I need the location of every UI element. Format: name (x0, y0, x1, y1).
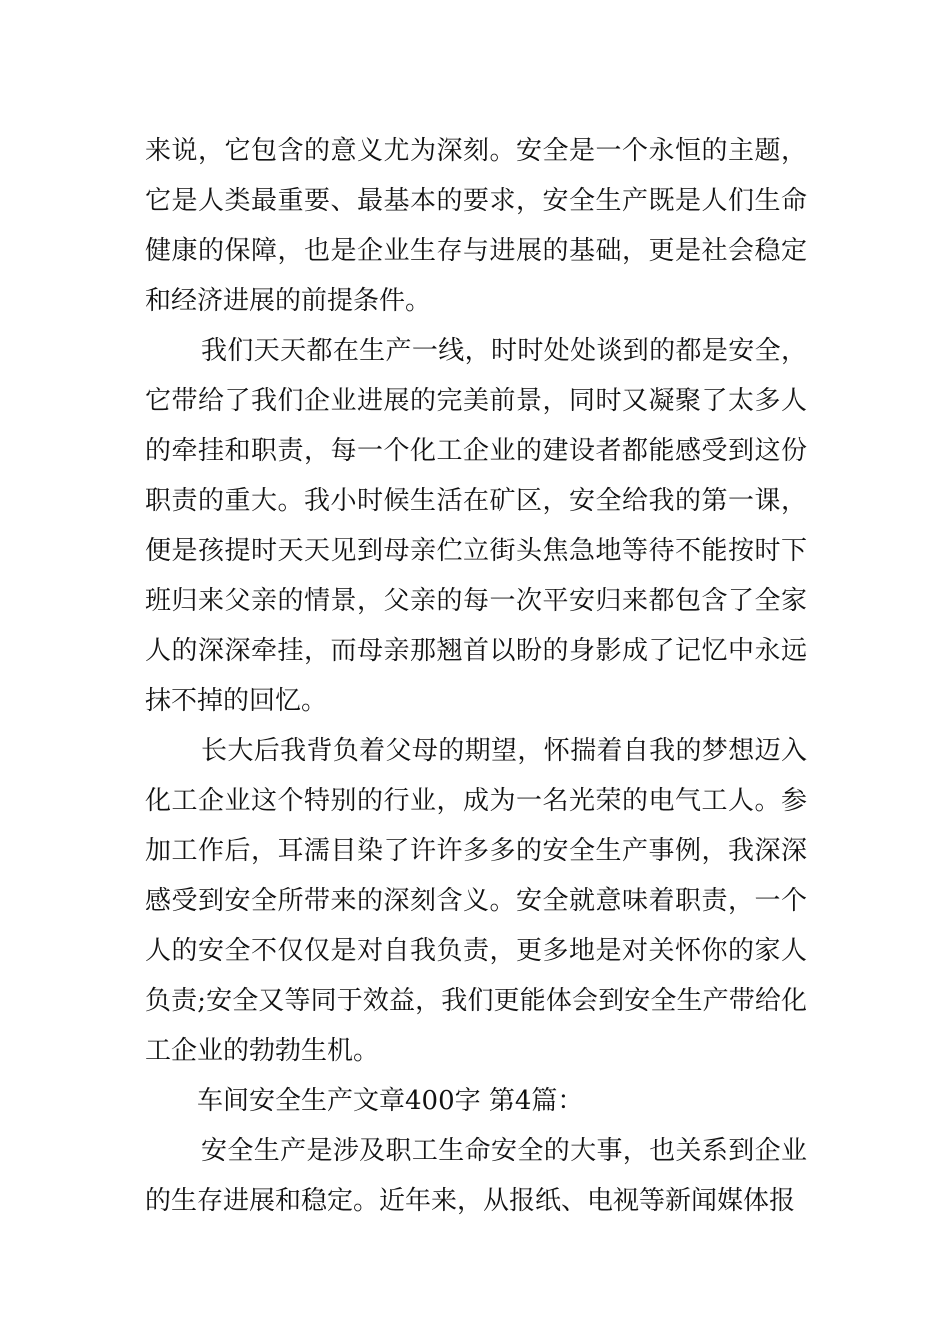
paragraph-continuation: 来说，它包含的意义尤为深刻。安全是一个永恒的主题，它是人类最重要、最基本的要求，安全生产既是人们生命健康的保障，也是企业生存与进展的基础，更是社会稳定和经济进展的前提条件。 (145, 136, 807, 316)
article-body (145, 126, 807, 1226)
paragraph-section-4-start: 安全生产是涉及职工生命安全的大事，也关系到企业的生存进展和稳定。近年来，从报纸、电视等新闻媒体报 (145, 1136, 807, 1216)
paragraph-frontline-safety: 我们天天都在生产一线，时时处处谈到的都是安全，它带给了我们企业进展的完美前景，同时又凝聚了太多人的牵挂和职责，每一个化工企业的建设者都能感受到这份职责的重大。我小时候生活在矿区，安全给我的第一课，便是孩提时天天见到母亲伫立街头焦急地等待不能按时下班归来父亲的情景，父亲的每一次平安归来都包含了全家人的深深牵挂，而母亲那翘首以盼的身影成了记忆中永远抹不掉的回忆。 (145, 336, 807, 716)
paragraph-electrician-career: 长大后我背负着父母的期望，怀揣着自我的梦想迈入化工企业这个特别的行业，成为一名光荣的电气工人。参加工作后，耳濡目染了许许多多的安全生产事例，我深深感受到安全所带来的深刻含义。安全就意味着职责，一个人的安全不仅仅是对自我负责，更多地是对关怀你的家人负责;安全又等同于效益，我们更能体会到安全生产带给化工企业的勃勃生机。 (145, 736, 807, 1066)
section-heading: 车间安全生产文章400字 第4篇： (197, 1086, 584, 1116)
